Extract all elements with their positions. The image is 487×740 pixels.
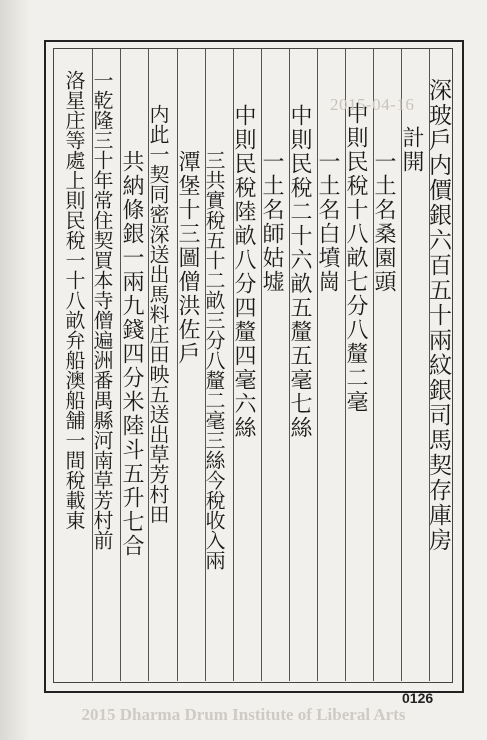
page-number: 0126 [402, 690, 434, 706]
text-column-4: 中則民稅十八畝七分八釐二毫 [343, 102, 368, 414]
text-column-7: 一土名師姑墟 [259, 150, 284, 294]
column-rule [261, 49, 262, 681]
column-rule [317, 49, 318, 681]
footer-credit-watermark: 2015 Dharma Drum Institute of Liberal Arts [81, 705, 406, 724]
text-column-9: 三共實稅五十二畝三分八釐二毫三絲今稅收入兩 [202, 150, 226, 570]
text-column-10: 潭堡十三圖僧洪佐戶 [175, 150, 200, 366]
text-column-14: 洛星庄等處上則民稅一十八畝弁船澳船舗一間稅載東 [62, 70, 86, 530]
text-column-5: 一土名白墳崗 [315, 150, 340, 294]
text-column-11: 内此一契同密深送出馬料庄田映五送出草芳村田 [146, 104, 170, 524]
text-column-3: 一土名桑園頭 [371, 150, 396, 294]
text-column-12: 共納條銀一兩九錢四分米陸斗五升七合 [119, 150, 144, 558]
text-column-8: 中則民稅陸畝八分四釐四毫六絲 [231, 104, 256, 440]
column-rule [373, 49, 374, 681]
binding-shadow [0, 0, 30, 740]
date-watermark: 2015-04-16 [330, 95, 415, 114]
text-column-6: 中則民稅二十六畝五釐五毫七絲 [287, 104, 312, 440]
text-column-2: 計開 [399, 126, 424, 174]
text-column-1: 深玻戶内價銀六百五十兩紋銀司馬契存庫房 [425, 78, 451, 553]
text-column-13: 一乾隆三十年常住契買本寺僧遍洲番禺縣河南草芳村前 [90, 70, 114, 550]
